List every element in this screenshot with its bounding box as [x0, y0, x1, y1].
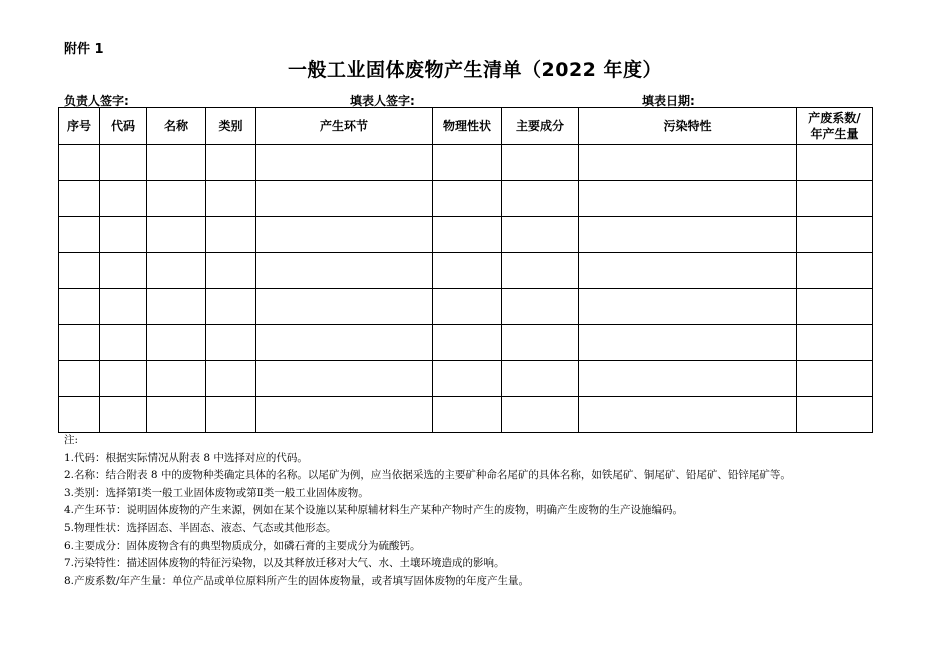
header-category: 类别 — [206, 108, 256, 145]
table-cell[interactable] — [256, 145, 433, 181]
note-item-8: 8.产废系数/年产生量：单位产品或单位原料所产生的固体废物量，或者填写固体废物的年度产生量。 — [64, 574, 530, 587]
note-item-2: 2.名称：结合附表 8 中的废物种类确定具体的名称。以尾矿为例，应当依据采选的主要矿种命名尾矿的具体名称，如铁尾矿、铜尾矿、铅尾矿、铅锌尾矿等。 — [64, 469, 791, 482]
note-item-7: 7.污染特性：描述固体废物的特征污染物，以及其释放迁移对大气、水、土壤环境造成的影响。 — [64, 557, 505, 570]
header-generation-stage: 产生环节 — [256, 108, 433, 145]
table-cell[interactable] — [797, 361, 873, 397]
table-row — [59, 361, 873, 397]
table-cell[interactable] — [579, 253, 797, 289]
table-body — [59, 145, 873, 433]
header-generation-coefficient — [797, 108, 873, 145]
note-item-1: 1.代码：根据实际情况从附表 8 中选择对应的代码。 — [64, 451, 308, 464]
table-cell[interactable] — [256, 181, 433, 217]
table-row — [59, 397, 873, 433]
table-row — [59, 325, 873, 361]
table-row — [59, 253, 873, 289]
table-cell[interactable] — [59, 397, 100, 433]
attachment-label: 附件 1 — [64, 42, 104, 57]
table-cell[interactable] — [59, 217, 100, 253]
table-cell[interactable] — [206, 289, 256, 325]
table-cell[interactable] — [502, 145, 579, 181]
header-name: 名称 — [147, 108, 206, 145]
table-cell[interactable] — [206, 181, 256, 217]
table-cell[interactable] — [100, 325, 147, 361]
table-cell[interactable] — [502, 361, 579, 397]
table-cell[interactable] — [579, 361, 797, 397]
table-cell[interactable] — [797, 145, 873, 181]
table-cell[interactable] — [256, 289, 433, 325]
table-row — [59, 217, 873, 253]
table-header-row — [59, 108, 873, 145]
table-cell[interactable] — [59, 325, 100, 361]
table-cell[interactable] — [433, 145, 502, 181]
table-cell[interactable] — [147, 325, 206, 361]
notes-label: 注: — [64, 434, 79, 446]
header-generation-coefficient-line1: 产废系数/ — [808, 111, 861, 125]
table-cell[interactable] — [502, 289, 579, 325]
table-cell[interactable] — [206, 325, 256, 361]
table-cell[interactable] — [502, 397, 579, 433]
table-cell[interactable] — [433, 361, 502, 397]
table-cell[interactable] — [433, 289, 502, 325]
table-cell[interactable] — [147, 145, 206, 181]
table-cell[interactable] — [100, 289, 147, 325]
table-cell[interactable] — [579, 397, 797, 433]
table-cell[interactable] — [147, 361, 206, 397]
table-cell[interactable] — [206, 145, 256, 181]
table-cell[interactable] — [579, 325, 797, 361]
table-cell[interactable] — [579, 289, 797, 325]
table-cell[interactable] — [100, 253, 147, 289]
table-cell[interactable] — [502, 181, 579, 217]
table-cell[interactable] — [256, 253, 433, 289]
note-item-3: 3.类别：选择第Ⅰ类一般工业固体废物或第Ⅱ类一般工业固体废物。 — [64, 486, 369, 499]
table-cell[interactable] — [797, 217, 873, 253]
table-cell[interactable] — [206, 397, 256, 433]
header-main-components: 主要成分 — [502, 108, 579, 145]
table-cell[interactable] — [502, 217, 579, 253]
table-cell[interactable] — [100, 181, 147, 217]
header-physical-state: 物理性状 — [433, 108, 502, 145]
table-cell[interactable] — [256, 397, 433, 433]
table-cell[interactable] — [797, 253, 873, 289]
header-index: 序号 — [59, 108, 100, 145]
note-item-4: 4.产生环节：说明固体废物的产生来源，例如在某个设施以某种原辅材料生产某种产物时产生的废物，明确产生废物的生产设施编码。 — [64, 504, 684, 517]
table-cell[interactable] — [147, 253, 206, 289]
table-cell[interactable] — [797, 181, 873, 217]
table-cell[interactable] — [147, 181, 206, 217]
table-cell[interactable] — [59, 253, 100, 289]
table-cell[interactable] — [256, 217, 433, 253]
table-cell[interactable] — [59, 145, 100, 181]
header-pollution-characteristics: 污染特性 — [579, 108, 797, 145]
table-cell[interactable] — [100, 217, 147, 253]
responsible-signature-label: 负责人签字: — [64, 94, 129, 108]
table-cell[interactable] — [579, 145, 797, 181]
table-cell[interactable] — [433, 325, 502, 361]
table-row — [59, 181, 873, 217]
waste-inventory-table — [58, 107, 873, 433]
note-item-5: 5.物理性状：选择固态、半固态、液态、气态或其他形态。 — [64, 521, 337, 534]
table-cell[interactable] — [256, 361, 433, 397]
table-cell[interactable] — [797, 325, 873, 361]
filler-signature-label: 填表人签字: — [350, 94, 415, 108]
table-cell[interactable] — [147, 289, 206, 325]
header-generation-coefficient-line2: 年产生量 — [810, 127, 859, 141]
table-cell[interactable] — [433, 397, 502, 433]
table-cell[interactable] — [502, 253, 579, 289]
table-cell[interactable] — [100, 361, 147, 397]
table-cell[interactable] — [502, 325, 579, 361]
table-cell[interactable] — [59, 289, 100, 325]
fill-date-label: 填表日期: — [642, 94, 695, 108]
notes-section — [64, 432, 791, 590]
table-cell[interactable] — [100, 397, 147, 433]
table-row — [59, 145, 873, 181]
table-cell[interactable] — [59, 181, 100, 217]
table-cell[interactable] — [59, 361, 100, 397]
table-cell[interactable] — [256, 325, 433, 361]
page-title: 一般工业固体废物产生清单（2022 年度） — [288, 59, 662, 81]
header-code: 代码 — [100, 108, 147, 145]
table-cell[interactable] — [206, 217, 256, 253]
table-cell[interactable] — [579, 217, 797, 253]
table-cell[interactable] — [433, 181, 502, 217]
table-cell[interactable] — [579, 181, 797, 217]
table-cell[interactable] — [206, 253, 256, 289]
table-cell[interactable] — [206, 361, 256, 397]
table-cell[interactable] — [147, 397, 206, 433]
table-cell[interactable] — [100, 145, 147, 181]
table-cell[interactable] — [797, 397, 873, 433]
note-item-6: 6.主要成分：固体废物含有的典型物质成分，如磷石膏的主要成分为硫酸钙。 — [64, 539, 421, 552]
table-cell[interactable] — [147, 217, 206, 253]
table-row — [59, 289, 873, 325]
table-cell[interactable] — [797, 289, 873, 325]
table-cell[interactable] — [433, 217, 502, 253]
table-cell[interactable] — [433, 253, 502, 289]
